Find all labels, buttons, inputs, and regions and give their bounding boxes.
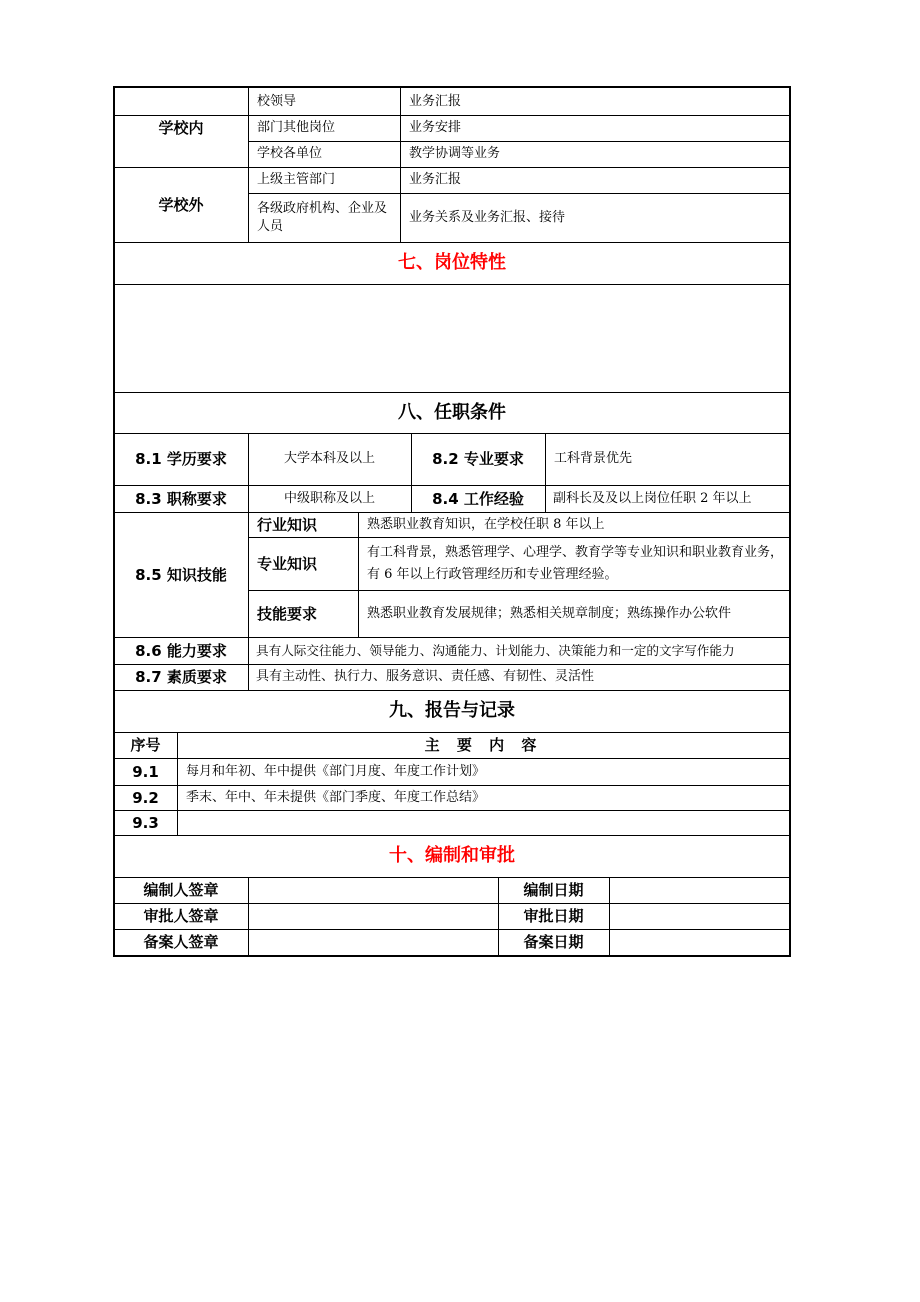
compiler-signature-field[interactable] bbox=[248, 877, 498, 903]
experience-value: 副科长及及以上岗位任职 2 年以上 bbox=[553, 490, 752, 506]
contact-matter: 业务汇报 bbox=[409, 172, 462, 187]
record-number: 9.3 bbox=[132, 813, 159, 832]
col-number-header: 序号 bbox=[130, 736, 161, 754]
approval-date-label: 审批日期 bbox=[523, 907, 584, 925]
compile-date-field[interactable] bbox=[609, 877, 790, 903]
record-content bbox=[177, 810, 790, 835]
record-content: 季末、年中、年未提供《部门季度、年度工作总结》 bbox=[186, 789, 486, 805]
compile-date-label: 编制日期 bbox=[523, 881, 584, 899]
section7-title: 七、岗位特性 bbox=[398, 252, 506, 273]
contact-party: 学校各单位 bbox=[257, 146, 323, 161]
record-number: 9.2 bbox=[132, 788, 159, 807]
experience-label: 8.4 工作经验 bbox=[432, 489, 524, 508]
record-content: 每月和年初、年中提供《部门月度、年度工作计划》 bbox=[186, 763, 486, 779]
knowledge-row-label: 专业知识 bbox=[257, 554, 318, 573]
education-label: 8.1 学历要求 bbox=[135, 450, 227, 468]
ability-value: 具有人际交往能力、领导能力、沟通能力、计划能力、决策能力和一定的文字写作能力 bbox=[256, 642, 735, 658]
filing-date-field[interactable] bbox=[609, 929, 790, 955]
education-value: 大学本科及以上 bbox=[283, 451, 375, 466]
title-requirement-label: 8.3 职称要求 bbox=[135, 489, 227, 508]
filer-signature-field[interactable] bbox=[248, 929, 498, 955]
inside-school-label: 学校内 bbox=[158, 118, 204, 137]
contact-matter: 教学协调等业务 bbox=[409, 146, 501, 161]
approver-signature-field[interactable] bbox=[248, 903, 498, 929]
knowledge-row-label: 技能要求 bbox=[257, 604, 318, 623]
contact-matter: 业务安排 bbox=[409, 120, 462, 135]
quality-value: 具有主动性、执行力、服务意识、责任感、有韧性、灵活性 bbox=[256, 669, 595, 684]
major-value: 工科背景优先 bbox=[554, 451, 633, 466]
compiler-signature-label: 编制人签章 bbox=[143, 881, 219, 899]
section8-title: 八、任职条件 bbox=[398, 401, 506, 423]
major-label: 8.2 专业要求 bbox=[432, 450, 524, 468]
knowledge-label: 8.5 知识技能 bbox=[135, 565, 227, 584]
filer-signature-label: 备案人签章 bbox=[143, 933, 219, 951]
section10-title: 十、编制和审批 bbox=[389, 845, 515, 866]
knowledge-row-value: 熟悉职业教育发展规律；熟悉相关规章制度；熟练操作办公软件 bbox=[367, 605, 732, 621]
contact-party: 各级政府机构、企业及人员 bbox=[257, 200, 388, 234]
contact-matter: 业务关系及业务汇报、接待 bbox=[409, 209, 566, 225]
section9-title: 九、报告与记录 bbox=[389, 700, 515, 721]
col-content-header: 主 要 内 容 bbox=[424, 736, 543, 754]
filing-date-label: 备案日期 bbox=[523, 933, 584, 951]
quality-label: 8.7 素质要求 bbox=[135, 668, 227, 686]
contact-party: 校领导 bbox=[257, 93, 297, 109]
knowledge-row-value: 有工科背景，熟悉管理学、心理学、教育学等专业知识和职业教育业务，有 6 年以上行政管理经历和专业管理经验。 bbox=[367, 544, 784, 582]
outside-school-label: 学校外 bbox=[158, 195, 204, 214]
knowledge-row-value: 熟悉职业教育知识，在学校任职 8 年以上 bbox=[367, 516, 605, 532]
approval-date-field[interactable] bbox=[609, 903, 790, 929]
approver-signature-label: 审批人签章 bbox=[143, 907, 219, 925]
record-number: 9.1 bbox=[132, 762, 159, 781]
contact-matter: 业务汇报 bbox=[409, 93, 462, 109]
title-requirement-value: 中级职称及以上 bbox=[283, 490, 375, 506]
section7-content bbox=[114, 284, 790, 392]
contact-party: 上级主管部门 bbox=[257, 172, 336, 187]
ability-label: 8.6 能力要求 bbox=[135, 641, 227, 660]
contact-party: 部门其他岗位 bbox=[257, 120, 336, 135]
knowledge-row-label: 行业知识 bbox=[257, 515, 318, 534]
